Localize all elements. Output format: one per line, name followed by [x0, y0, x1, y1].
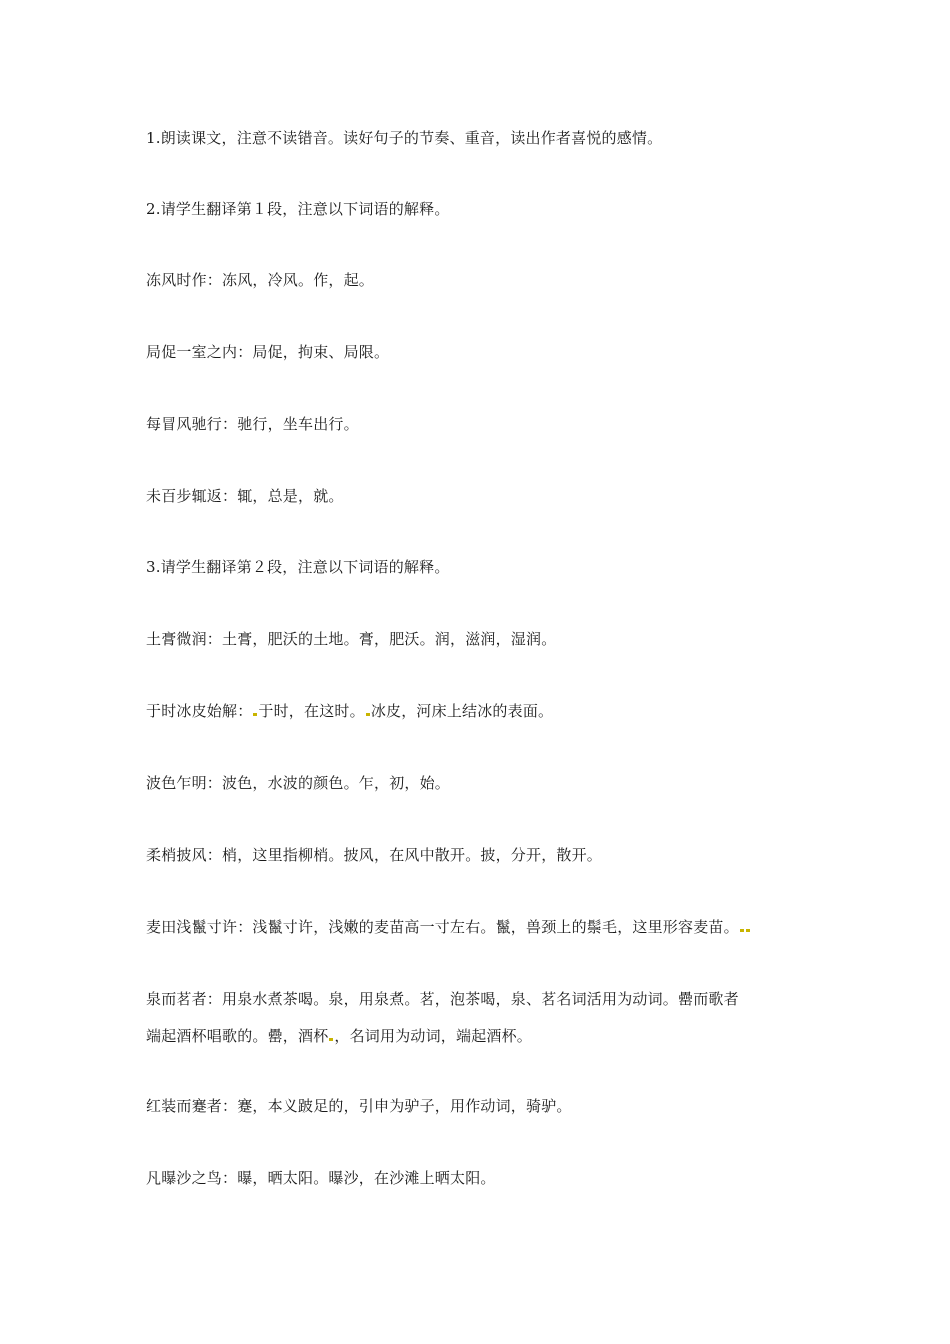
- highlight-mark: [740, 929, 744, 932]
- spring-line-part-b: ，名词用为动词，端起酒杯。: [334, 1027, 533, 1045]
- ice-line-part-a: 于时冰皮始解：: [146, 702, 253, 720]
- paragraph-term-dongfeng: 冻风时作：冻风，冷风。作，起。: [146, 271, 375, 289]
- paragraph-term-chixing: 每冒风驰行：驰行，坐车出行。: [146, 415, 359, 433]
- paragraph-term-lie: [146, 909, 826, 945]
- paragraph-term-roushao: 柔梢披风：梢，这里指柳梢。披风，在风中散开。披，分开，散开。: [146, 846, 603, 864]
- paragraph-term-pusha: 凡曝沙之鸟：曝，晒太阳。曝沙，在沙滩上晒太阳。: [146, 1169, 496, 1187]
- highlight-mark: [366, 713, 370, 716]
- paragraph-term-jian: 红装而蹇者：蹇，本义跛足的，引申为驴子，用作动词，骑驴。: [146, 1097, 572, 1115]
- paragraph-translate-section-2: 3.请学生翻译第２段，注意以下词语的解释。: [146, 558, 450, 576]
- paragraph-term-juchu: 局促一室之内：局促，拘束、局限。: [146, 343, 390, 361]
- paragraph-translate-section-1: 2.请学生翻译第１段，注意以下词语的解释。: [146, 200, 450, 218]
- ice-line-part-b: 于时，在这时。: [258, 702, 365, 720]
- paragraph-term-bose: 波色乍明：波色，水波的颜色。乍，初，始。: [146, 774, 451, 792]
- paragraph-term-ming-line1: 泉而茗者：用泉水煮茶喝。泉，用泉煮。茗，泡茶喝，泉、茗名词活用为动词。罍而歌者: [146, 990, 739, 1008]
- highlight-mark: [253, 713, 257, 716]
- paragraph-term-ming-line2: [146, 1018, 826, 1054]
- wheat-line-text: 麦田浅鬣寸许：浅鬣寸许，浅嫩的麦苗高一寸左右。鬣，兽颈上的鬃毛，这里形容麦苗。: [146, 918, 739, 936]
- ice-line-part-c: 冰皮，河床上结冰的表面。: [370, 702, 554, 720]
- paragraph-term-zhe: 未百步辄返：辄，总是，就。: [146, 487, 344, 505]
- spring-line-part-a: 端起酒杯唱歌的。罍，酒杯: [146, 1027, 329, 1045]
- highlight-mark: [746, 929, 750, 932]
- paragraph-term-tugao: 土膏微润：土膏，肥沃的土地。膏，肥沃。润，滋润，湿润。: [146, 630, 557, 648]
- highlight-mark: [329, 1038, 333, 1041]
- paragraph-term-bingpi: [146, 693, 826, 729]
- paragraph-reading-instruction: 1.朗读课文，注意不读错音。读好句子的节奏、重音，读出作者喜悦的感情。: [146, 129, 663, 147]
